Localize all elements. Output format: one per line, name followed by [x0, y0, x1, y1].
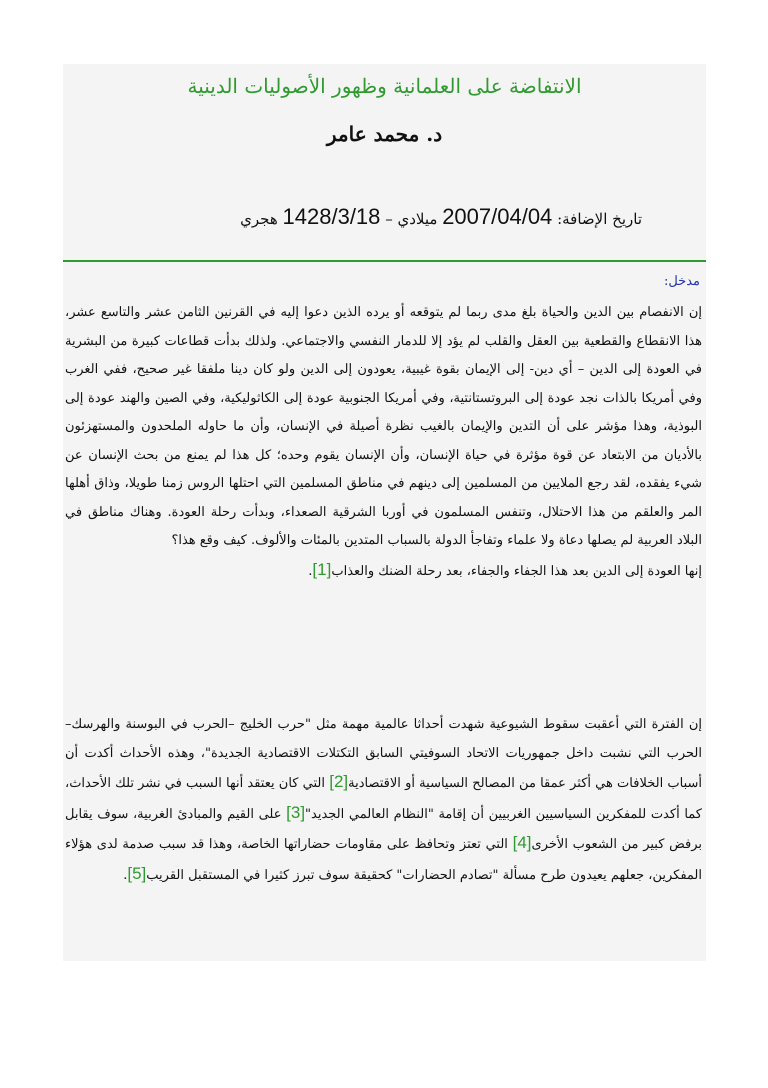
footnote-ref-4[interactable]: [4]: [512, 833, 532, 852]
paragraph-second: [65, 711, 702, 890]
date-separator: –: [385, 210, 393, 228]
closing-period: .: [308, 563, 313, 579]
paragraph-intro-closing: إنها العودة إلى الدين بعد هذا الجفاء والجفاء، بعد رحلة الضنك والعذاب: [331, 563, 702, 579]
footnote-ref-3[interactable]: [3]: [286, 802, 306, 822]
paragraph-second-period: .: [123, 867, 128, 883]
date-line: [240, 204, 642, 230]
footnote-ref-5[interactable]: [5]: [127, 863, 147, 883]
footnote-ref-2[interactable]: [2]: [329, 772, 349, 791]
date-label: تاريخ الإضافة:: [557, 210, 642, 228]
section-label: مدخل:: [663, 274, 700, 289]
hijri-date: 1428/3/18: [282, 204, 381, 229]
paragraph-second-part3: على القيم والمبادئ الغربية، سوف يقابل برفض كبير من الشعوب الأخرى: [65, 806, 702, 852]
author-name: د. محمد عامر: [326, 122, 443, 146]
paragraph-intro-text: إن الانفصام بين الدين والحياة بلغ مدى ربما لم يتوقعه أو يرده الذين دعوا إليه في القرنين الثامن عشر والتاسع عشر، هذا الانقطاع والقطعية بين العقل والقلب لم يؤد إلا للدمار النفسي والاجتماعي. ولذلك بدأت قطاعات كبيرة من البشرية في العودة إلى الدين – أي دين- إلى الإيمان بقوة غيبية، يعودون إلى الدين ولو كان دينا ملفقا غير صحيح، ففي الغرب وفي أمريكا بالذات نجد عودة إلى البروتستانتية، وفي أمريكا الجنوبية عودة إلى الكاثوليكية، وفي الصين والهند عودة إلى البوذية، وهذا مؤشر على أن التدين والإيمان بالغيب نظرة أصيلة في الإنسان، وأن ما حاوله الملحدون والمستهزئون بالأديان من الابتعاد عن قوة مؤثرة في حياة الإنسان، وأن الإنسان يقوم وحده؛ كل هذا لم يمنع من بحث الإنسان عن شيء يفقده، لقد رجع الملايين من المسلمين إلى دينهم في مناطق المسلمين التي احتلها الروس زمنا طويلا، وذاق أهلها المر والعلقم من هذا الاحتلال، وتنفس المسلمون في أوربا الشرقية الصعداء، وبدأت رحلة العودة. وهناك مناطق في البلاد العربية لم يصلها دعاة ولا علماء وتفاجأ الدولة بالسباب المتدين بالمئات والألوف. كيف وقع هذا؟: [65, 305, 702, 548]
article-title: الانتفاضة على العلمانية وظهور الأصوليات الدينية: [187, 74, 582, 98]
paragraph-second-part1: إن الفترة التي أعقبت سقوط الشيوعية شهدت أحداثا عالمية مهمة مثل "حرب الخليج –الحرب في البوسنة والهرسك– الحرب التي نشبت داخل جمهوريات الاتحاد السوفيتي السابق التكتلات الاقتصادية الجديدة"، وهذه الأحداث أكدت أن أسباب الخلافات هي أكثر عمقا من المصالح السياسية أو الاقتصادية: [65, 717, 702, 791]
hijri-suffix: هجري: [240, 210, 278, 228]
gregorian-date: 2007/04/04: [442, 204, 553, 229]
paragraph-second-part2: التي كان يعتقد أنها السبب في نشر تلك الأحداث، كما أكدت للمفكرين السياسيين الغربيين أن إقامة "النظام العالمي الجديد": [65, 776, 702, 822]
paragraph-intro: [65, 299, 702, 586]
header-divider: [63, 260, 706, 262]
footnote-ref-1[interactable]: [1]: [312, 559, 332, 579]
paragraph-second-part4: التي تعتز وتحافظ على مقاومات حضاراتها الخاصة، وهذا قد سبب صدمة لدى هؤلاء المفكرين، جعلهم يعيدون طرح مسألة "تصادم الحضارات" كحقيقة سوف تبرز كثيرا في المستقبل القريب: [65, 837, 702, 883]
document-page: [63, 64, 706, 961]
gregorian-suffix: ميلادي: [397, 210, 438, 228]
